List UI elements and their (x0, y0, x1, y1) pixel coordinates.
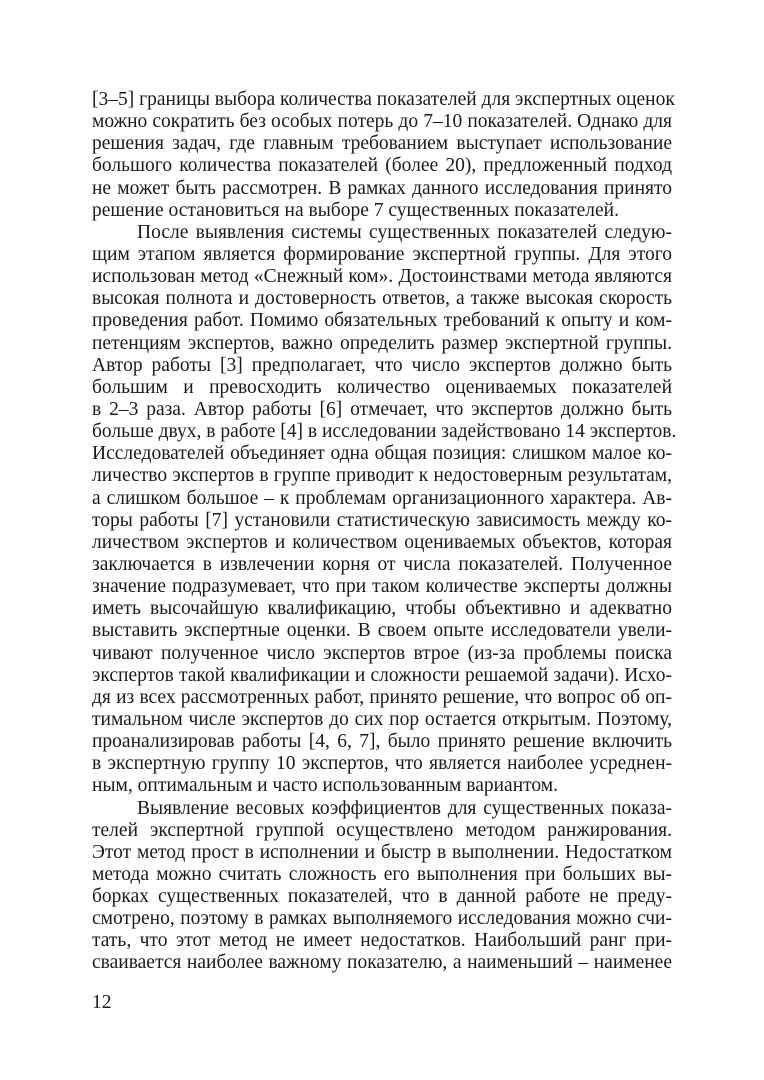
text-line: не может быть рассмотрен. В рамках данного исследования принято (92, 177, 672, 199)
text-line: После выявления системы существенных показателей следую- (137, 221, 672, 243)
text-line: решения задач, где главным требованием выступает использование (92, 133, 672, 155)
text-line: телей экспертной группой осуществлено методом ранжирования. (92, 819, 672, 841)
text-line: Исследователей объединяет одна общая позиция: слишком малое ко- (92, 443, 672, 465)
text-line: тимальном числе экспертов до сих пор остается открытым. Поэтому, (92, 708, 672, 730)
text-line: борках существенных показателей, что в данной работе не преду- (92, 886, 672, 908)
text-line: личество экспертов в группе приводит к недостоверным результатам, (92, 465, 672, 487)
text-line: сваивается наиболее важному показателю, а наименьший – наименее (92, 952, 672, 974)
paragraph (92, 798, 672, 975)
paragraph (92, 89, 675, 222)
text-line: Автор работы [3] предполагает, что число экспертов должно быть (92, 354, 672, 376)
text-line: большим и превосходить количество оцениваемых показателей (92, 376, 672, 398)
text-line: в экспертную группу 10 экспертов, что является наиболее усреднен- (92, 753, 672, 775)
text-line: дя из всех рассмотренных работ, принято решение, что вопрос об оп- (92, 686, 672, 708)
text-line: высокая полнота и достоверность ответов, а также высокая скорость (92, 288, 672, 310)
paragraph (92, 221, 677, 798)
text-line: проведения работ. Помимо обязательных требований к опыту и ком- (92, 310, 672, 332)
text-line: значение подразумевает, что при таком количестве эксперты должны (92, 576, 672, 598)
text-line: проанализировав работы [4, 6, 7], было принято решение включить (92, 731, 672, 753)
text-line: большого количества показателей (более 20), предложенный подход (92, 155, 672, 177)
text-line: решение остановиться на выборе 7 существенных показателей. (92, 199, 619, 221)
text-line: Этот метод прост в исполнении и быстр в выполнении. Недостатком (92, 841, 672, 863)
text-line: в 2–3 раза. Автор работы [6] отмечает, что экспертов должно быть (92, 398, 672, 420)
text-line: иметь высочайшую квалификацию, чтобы объективно и адекватно (92, 598, 672, 620)
text-line: петенциям экспертов, важно определить размер экспертной группы. (92, 332, 672, 354)
text-line: а слишком большое – к проблемам организационного характера. Ав- (92, 487, 672, 509)
text-line: щим этапом является формирование экспертной группы. Для этого (92, 243, 672, 265)
text-line: метода можно считать сложность его выполнения при больших вы- (92, 863, 672, 885)
text-line: заключается в извлечении корня от числа показателей. Полученное (92, 553, 672, 575)
text-line: личеством экспертов и количеством оцениваемых объектов, которая (92, 531, 672, 553)
text-line: выставить экспертные оценки. В своем опыте исследователи увели- (92, 620, 672, 642)
body-text (92, 89, 677, 975)
text-line: экспертов такой квалификации и сложности решаемой задачи). Исхо- (92, 664, 672, 686)
page-number: 12 (92, 992, 112, 1013)
text-line: можно сократить без особых потерь до 7–10 показателей. Однако для (92, 111, 672, 133)
text-line: тать, что этот метод не имеет недостатков. Наибольший ранг при- (92, 930, 672, 952)
text-line: использован метод «Снежный ком». Достоинствами метода являются (92, 266, 672, 288)
text-line: больше двух, в работе [4] в исследовании задействовано 14 экспертов. (92, 421, 677, 443)
text-line: торы работы [7] установили статистическую зависимость между ко- (92, 509, 672, 531)
text-line: Выявление весовых коэффициентов для существенных показа- (137, 797, 672, 819)
text-line: ным, оптимальным и часто использованным вариантом. (92, 775, 559, 797)
text-line: [3–5] границы выбора количества показателей для экспертных оценок (92, 89, 675, 110)
text-line: чивают полученное число экспертов втрое (из-за проблемы поиска (92, 642, 672, 664)
text-line: смотрено, поэтому в рамках выполняемого исследования можно счи- (92, 908, 672, 930)
